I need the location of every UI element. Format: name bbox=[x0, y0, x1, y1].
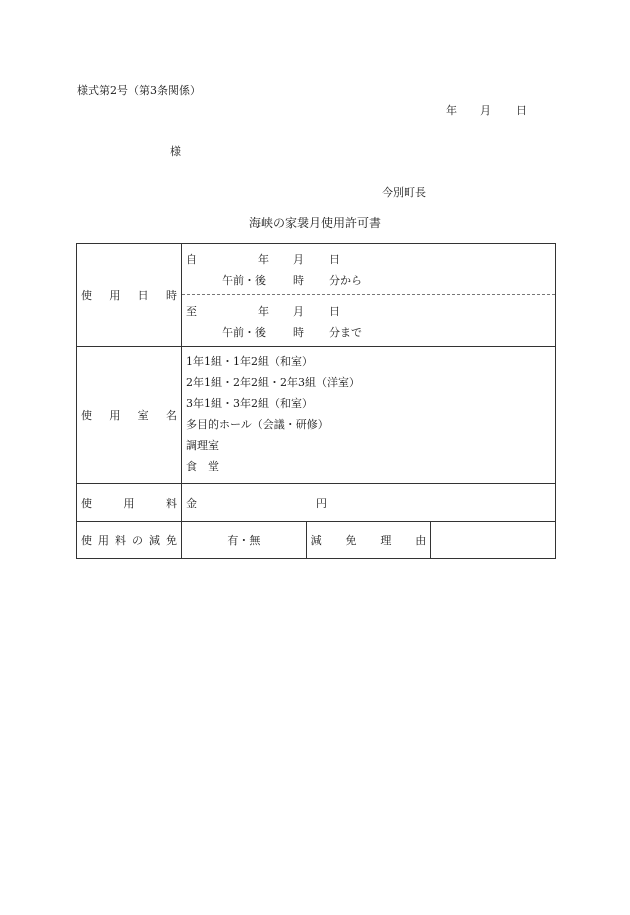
end-ampm: 午前・後 bbox=[222, 326, 266, 339]
room-name-label: 使 用 室 名 bbox=[77, 347, 182, 484]
start-minute-suffix: 分から bbox=[329, 274, 362, 287]
end-year-label: 年 bbox=[258, 305, 269, 318]
usage-fee-label: 使 用 料 bbox=[77, 484, 182, 522]
permit-table bbox=[76, 243, 556, 559]
issue-date-day-label: 日 bbox=[516, 104, 527, 117]
start-day-label: 日 bbox=[329, 253, 340, 266]
end-day-label: 日 bbox=[329, 305, 340, 318]
waiver-yes-no: 有・無 bbox=[182, 522, 307, 559]
end-minute-suffix: 分まで bbox=[329, 326, 362, 339]
waiver-reason-value bbox=[431, 522, 556, 559]
start-year-label: 年 bbox=[258, 253, 269, 266]
fee-amount-prefix: 金 bbox=[186, 497, 197, 510]
waiver-reason-label: 減 免 理 由 bbox=[306, 522, 431, 559]
table-row-room-name bbox=[77, 347, 556, 484]
fee-waiver-label: 使 用 料 の 減 免 bbox=[77, 522, 182, 559]
end-hour-label: 時 bbox=[293, 326, 304, 339]
start-ampm: 午前・後 bbox=[222, 274, 266, 287]
usage-datetime-value bbox=[182, 244, 556, 347]
end-prefix: 至 bbox=[186, 305, 197, 318]
usage-datetime-label: 使 用 日 時 bbox=[77, 244, 182, 347]
end-month-label: 月 bbox=[293, 305, 304, 318]
recipient-suffix: 様 bbox=[170, 145, 181, 158]
issue-date-month-label: 月 bbox=[480, 104, 491, 117]
room-option: 食 堂 bbox=[186, 460, 219, 473]
room-option: 多目的ホール（会議・研修） bbox=[186, 418, 329, 431]
form-number: 様式第2号（第3条関係） bbox=[77, 84, 201, 97]
start-hour-label: 時 bbox=[293, 274, 304, 287]
table-row-usage-fee bbox=[77, 484, 556, 522]
document-title: 海峡の家袰月使用許可書 bbox=[248, 216, 381, 230]
fee-currency: 円 bbox=[316, 497, 327, 510]
room-option: 調理室 bbox=[186, 439, 219, 452]
room-option: 2年1組・2年2組・2年3組（洋室） bbox=[186, 376, 360, 389]
usage-end bbox=[182, 295, 555, 345]
table-row-usage-datetime bbox=[77, 244, 556, 347]
table-row-fee-waiver bbox=[77, 522, 556, 559]
room-option: 1年1組・1年2組（和室） bbox=[186, 355, 313, 368]
usage-start bbox=[182, 244, 555, 295]
issue-date-year-label: 年 bbox=[446, 104, 457, 117]
start-prefix: 自 bbox=[186, 253, 197, 266]
issuer: 今別町長 bbox=[382, 186, 426, 199]
usage-fee-value bbox=[182, 484, 556, 522]
start-month-label: 月 bbox=[293, 253, 304, 266]
room-name-list bbox=[182, 347, 556, 484]
room-option: 3年1組・3年2組（和室） bbox=[186, 397, 313, 410]
